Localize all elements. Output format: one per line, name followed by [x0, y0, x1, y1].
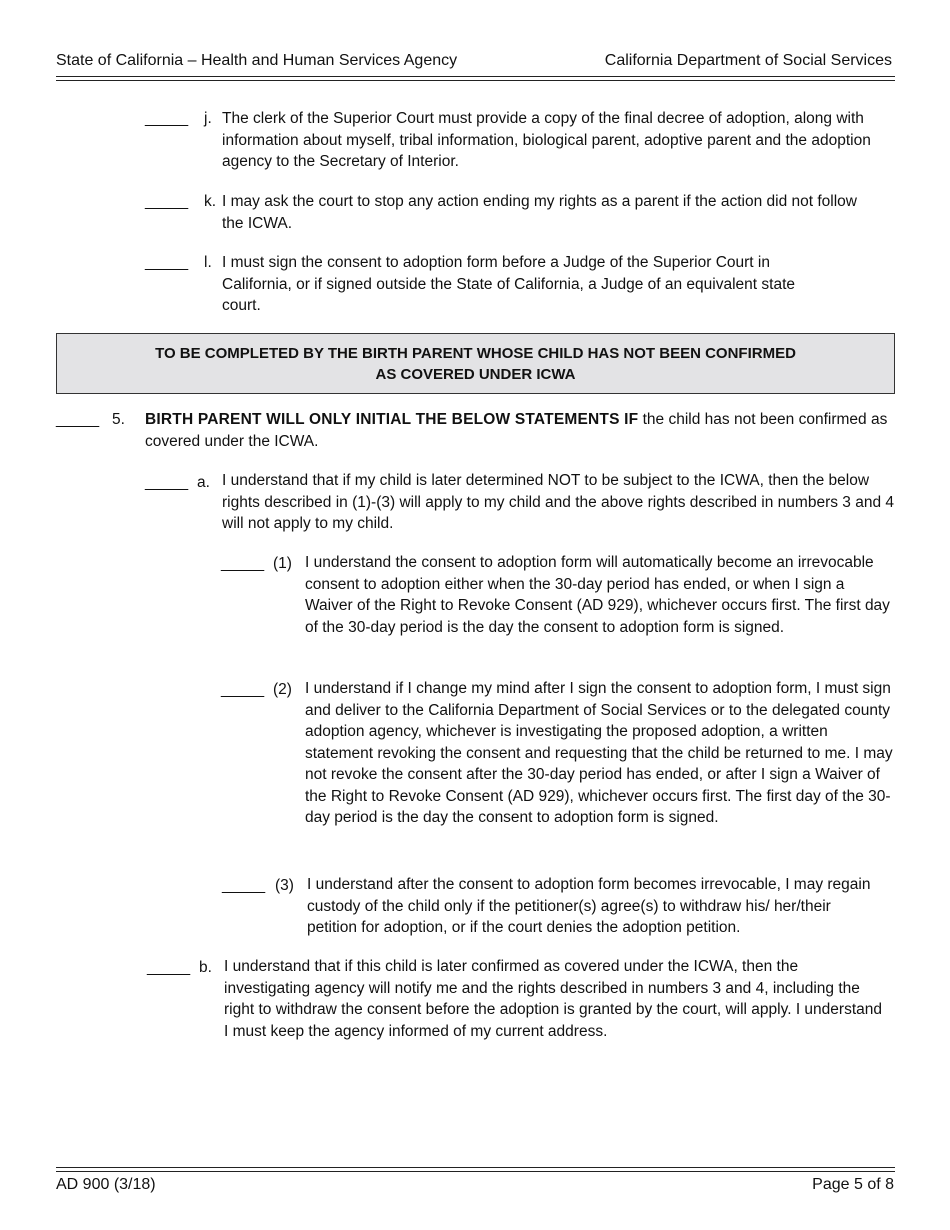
section-number-5: 5. — [112, 411, 125, 428]
item-marker-b: b. — [199, 959, 212, 976]
banner-line-2: AS COVERED UNDER ICWA — [375, 365, 576, 383]
initial-blank-j[interactable]: _____ — [145, 110, 189, 127]
page-number: Page 5 of 8 — [812, 1176, 894, 1193]
initial-blank-a[interactable]: _____ — [145, 474, 189, 491]
header-rule-bottom — [56, 80, 895, 81]
subitem-text-2: I understand if I change my mind after I sign the consent to adoption form, I must sign and deliver to the California Department of Social Services or to the delegated county adoption agency, whichever is investigating the proposed adoption, a written statement revoking the consent and requesting that the child be returned to me. I may not revoke the consent after the 30-day period has ended, or after I sign a Waiver of the Right to Revoke Consent (AD 929), whichever occurs first. The first day of the 30-day period is the day the consent to adoption form is signed. — [305, 680, 893, 826]
item-text-l: I must sign the consent to adoption form before a Judge of the Superior Court in California, or if signed outside the State of California, a Judge of an equivalent state court. — [222, 254, 795, 314]
item-text-k: I may ask the court to stop any action ending my rights as a parent if the action did not follow the ICWA. — [222, 193, 857, 232]
item-text-j: The clerk of the Superior Court must provide a copy of the final decree of adoption, along with information about myself, tribal information, biological parent, adoptive parent and the adoption agency to the Secretary of Interior. — [222, 110, 871, 170]
footer-rule-bottom — [56, 1171, 895, 1172]
item-marker-k: k. — [204, 193, 217, 210]
initial-blank-b[interactable]: _____ — [147, 959, 191, 976]
header-department: California Department of Social Services — [604, 52, 892, 69]
initial-blank-a3[interactable]: _____ — [222, 877, 266, 894]
section-5-text — [145, 409, 895, 452]
section-banner — [56, 333, 895, 394]
item-marker-a: a. — [197, 474, 210, 491]
initial-blank-5[interactable]: _____ — [56, 411, 100, 428]
banner-line-1: TO BE COMPLETED BY THE BIRTH PARENT WHOSE CHILD HAS NOT BEEN CONFIRMED — [155, 344, 796, 362]
initial-blank-l[interactable]: _____ — [145, 254, 189, 271]
item-text-b: I understand that if this child is later confirmed as covered under the ICWA, then the investigating agency will notify me and the rights described in numbers 3 and 4, including the right to withdraw the consent before the adoption is granted by the court, will apply. I understand I must keep the agency informed of my current address. — [224, 958, 882, 1040]
footer-rule-top — [56, 1167, 895, 1168]
initial-blank-a2[interactable]: _____ — [221, 681, 265, 698]
item-text-a: I understand that if my child is later determined NOT to be subject to the ICWA, then the below rights described in (1)-(3) will apply to my child and the above rights described in numbers 3 and 4 will not apply to my child. — [222, 472, 895, 532]
header-agency: State of California – Health and Human Services Agency — [56, 52, 458, 69]
item-marker-l: l. — [204, 254, 212, 271]
section-5-rest-text: the child has not been confirmed as covered under the ICWA. — [145, 411, 888, 450]
header-rule-top — [56, 76, 895, 77]
subitem-marker-1: (1) — [273, 555, 292, 572]
initial-blank-a1[interactable]: _____ — [221, 555, 265, 572]
subitem-marker-3: (3) — [275, 877, 294, 894]
section-5-bold-text: BIRTH PARENT WILL ONLY INITIAL THE BELOW STATEMENTS IF — [145, 411, 639, 428]
item-marker-j: j. — [204, 110, 212, 127]
subitem-text-3: I understand after the consent to adoption form becomes irrevocable, I may regain custody of the child only if the petitioner(s) agree(s) to withdraw his/ her/their petition for adoption, or if the court denies the adoption petition. — [307, 876, 871, 936]
form-id: AD 900 (3/18) — [56, 1176, 156, 1193]
initial-blank-k[interactable]: _____ — [145, 193, 189, 210]
subitem-marker-2: (2) — [273, 681, 292, 698]
subitem-text-1: I understand the consent to adoption form will automatically become an irrevocable consent to adoption either when the 30-day period has ended, or when I sign a Waiver of the Right to Revoke Consent (AD 929), whichever occurs first. The first day of the 30-day period is the day the consent to adoption form is signed. — [305, 554, 890, 636]
